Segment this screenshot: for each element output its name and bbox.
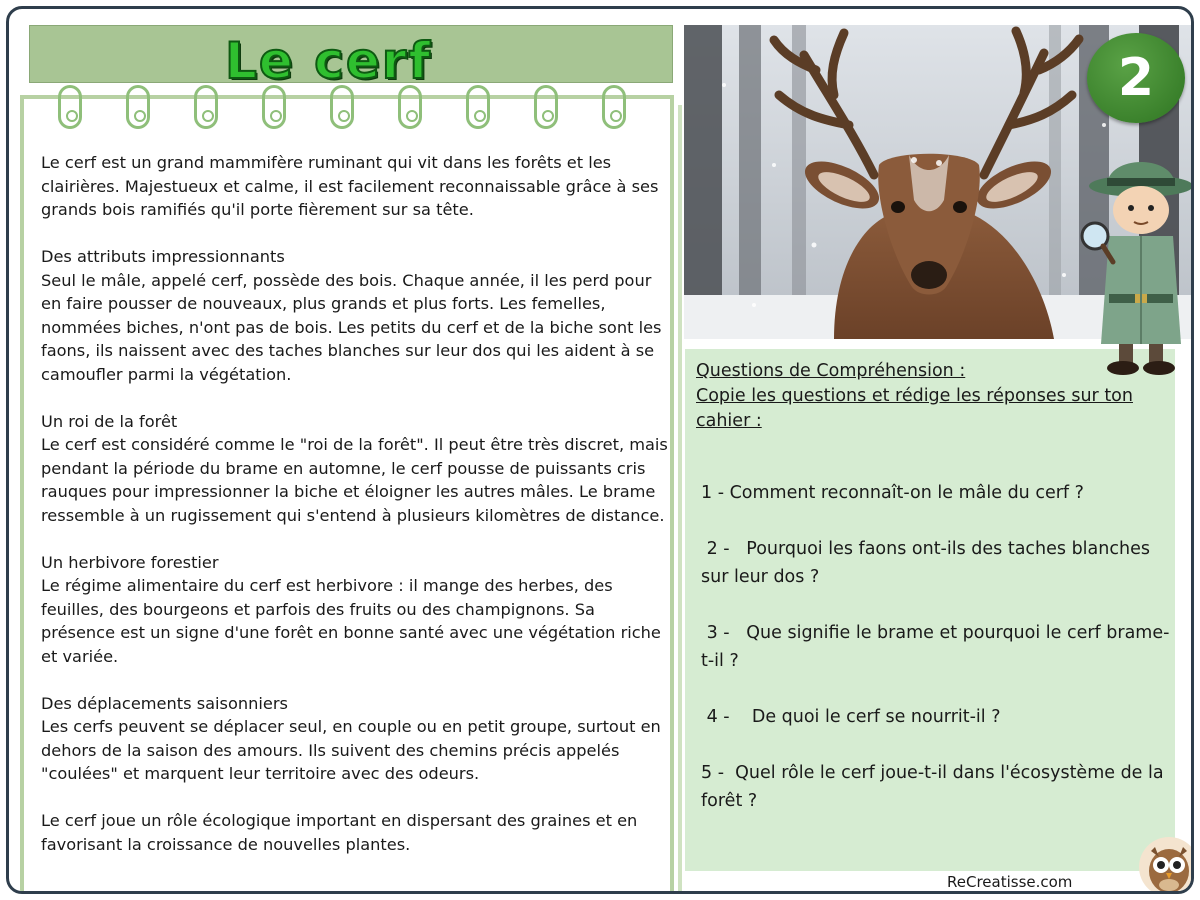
paragraph-role: Le cerf joue un rôle écologique important en dispersant des graines et en favorisant la croissance de nouvelles plantes. bbox=[41, 811, 638, 854]
questions-header-title: Questions de Compréhension : bbox=[696, 361, 966, 381]
question-item: 4 - De quoi le cerf se nourrit-il ? bbox=[701, 707, 1001, 727]
ring-icon bbox=[602, 85, 626, 129]
question-item: 1 - Comment reconnaît-on le mâle du cerf ? bbox=[701, 483, 1084, 503]
ring-icon bbox=[126, 85, 150, 129]
ring-icon bbox=[534, 85, 558, 129]
paragraph-movements: Des déplacements saisonniers Les cerfs peuvent se déplacer seul, en couple ou en petit groupe, surtout en dehors de la saison des amours. Ils suivent des chemins précis appelés "coulées" et marquent leur territoire avec des odeurs. bbox=[41, 693, 661, 783]
notebook-rings bbox=[58, 85, 658, 145]
title-banner bbox=[29, 25, 673, 90]
questions-list bbox=[701, 479, 1171, 843]
worksheet-frame bbox=[6, 6, 1194, 894]
ring-icon bbox=[194, 85, 218, 129]
reading-text bbox=[41, 151, 671, 856]
detective-icon bbox=[1079, 144, 1194, 379]
owl-icon bbox=[1137, 835, 1194, 894]
ring-icon bbox=[398, 85, 422, 129]
paragraph-attributes: Des attributs impressionnants Seul le mâle, appelé cerf, possède des bois. Chaque année, il les perd pour en faire pousser de nouveaux, plus grands et plus forts. Les femelles, nommées biches, n'ont pas de bois. Les petits du cerf et de la biche sont les faons, ils naissent avec des taches blanches sur leur dos qui les aident à se camoufler parmi la végétation. bbox=[41, 247, 662, 384]
reading-text-panel bbox=[20, 95, 674, 894]
paragraph-intro: Le cerf est un grand mammifère ruminant qui vit dans les forêts et les clairières. Majestueux et calme, il est facilement reconnaissable grâce à ses grands bois ramifiés qu'il porte fièrement sur sa tête. bbox=[41, 153, 659, 219]
ring-icon bbox=[58, 85, 82, 129]
paragraph-king: Un roi de la forêt Le cerf est considéré comme le "roi de la forêt". Il peut être très discret, mais pendant la période du brame en automne, le cerf pousse de puissants cris rauques pour impressionner la biche et éloigner les autres mâles. Le brame ressemble à un rugissement qui s'entend à plusieurs kilomètres de distance. bbox=[41, 411, 668, 525]
ring-icon bbox=[262, 85, 286, 129]
question-item: 3 - Que signifie le brame et pourquoi le cerf brame-t-il ? bbox=[701, 623, 1170, 671]
page-title: Le cerf bbox=[225, 32, 433, 90]
site-credit: ReCreatisse.com bbox=[947, 873, 1073, 891]
questions-header-instruction: Copie les questions et rédige les réponses sur ton cahier : bbox=[696, 386, 1133, 431]
ring-icon bbox=[466, 85, 490, 129]
questions-panel bbox=[685, 349, 1175, 871]
question-item: 2 - Pourquoi les faons ont-ils des taches blanches sur leur dos ? bbox=[701, 539, 1156, 587]
page-number-badge: 2 bbox=[1087, 33, 1185, 123]
ring-icon bbox=[330, 85, 354, 129]
question-item: 5 - Quel rôle le cerf joue-t-il dans l'écosystème de la forêt ? bbox=[701, 763, 1170, 811]
paragraph-herbivore: Un herbivore forestier Le régime alimentaire du cerf est herbivore : il mange des herbes, des feuilles, des bourgeons et parfois des fruits ou des champignons. Sa présence est un signe d'une forêt en bonne santé avec une végétation riche et variée. bbox=[41, 552, 661, 666]
